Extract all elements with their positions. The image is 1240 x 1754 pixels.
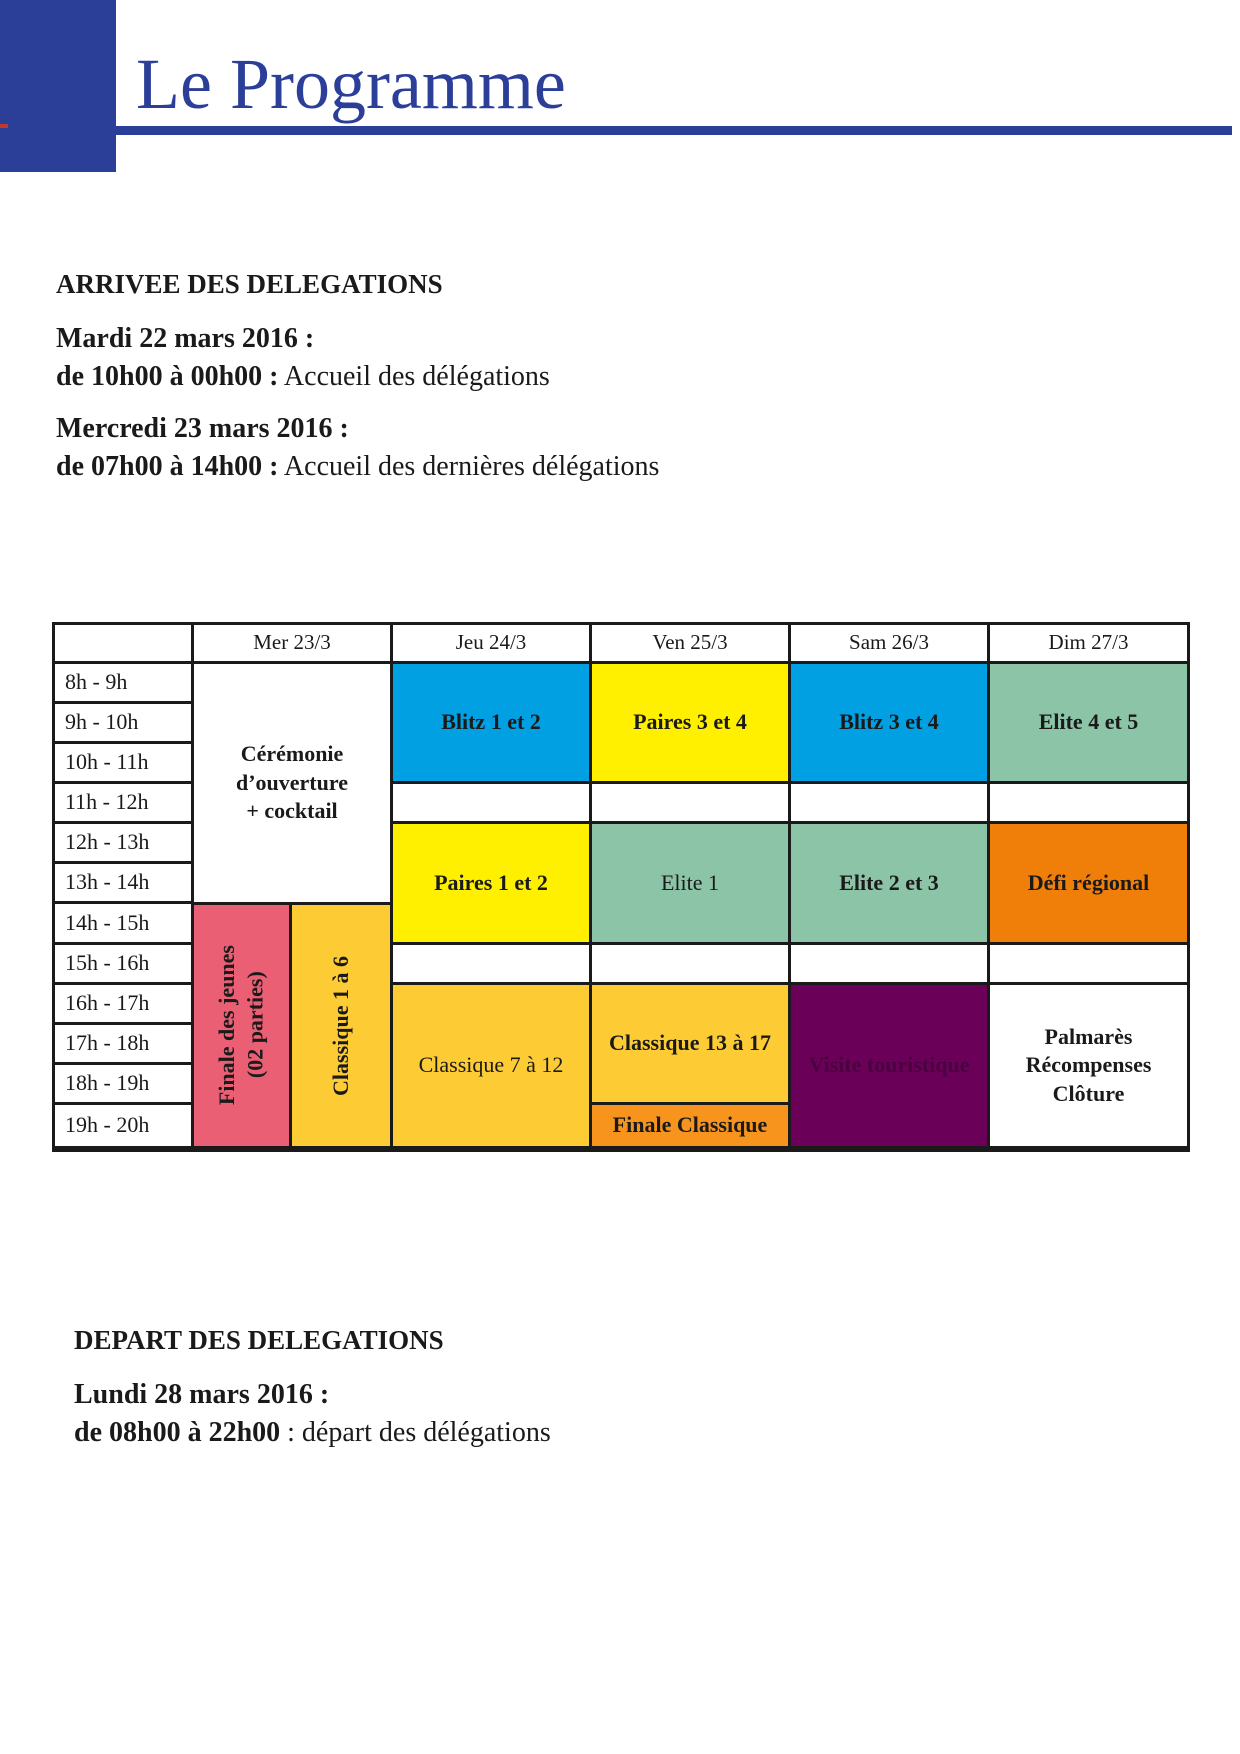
event-defi-regional: Défi régional (987, 821, 1190, 945)
arrival-time: de 10h00 à 00h00 : (56, 361, 279, 393)
time-slot: 13h - 14h (52, 861, 194, 904)
day-header: Sam 26/3 (788, 622, 990, 664)
event-youth-final (191, 902, 292, 1149)
corner-cell (52, 622, 194, 664)
event-blitz-3-4: Blitz 3 et 4 (788, 661, 990, 784)
event-elite-1: Elite 1 (589, 821, 791, 945)
event-label: Classique 1 à 6 (327, 955, 353, 1096)
event-elite-2-3: Elite 2 et 3 (788, 821, 990, 945)
event-label: Finale des jeunes (02 parties) (213, 945, 268, 1106)
departure-line (74, 1414, 551, 1452)
empty-slot (987, 942, 1190, 985)
departure-time: de 08h00 à 22h00 (74, 1417, 281, 1449)
time-slot: 15h - 16h (52, 942, 194, 985)
day-header: Ven 25/3 (589, 622, 791, 664)
arrival-time: de 07h00 à 14h00 : (56, 450, 279, 482)
header-rule (116, 126, 1232, 135)
time-slot: 19h - 20h (52, 1102, 194, 1149)
time-slot: 16h - 17h (52, 982, 194, 1025)
arrival-line (56, 358, 659, 396)
empty-slot (987, 781, 1190, 824)
time-slot: 18h - 19h (52, 1062, 194, 1105)
time-slot: 12h - 13h (52, 821, 194, 864)
empty-slot (788, 781, 990, 824)
arrival-line (56, 448, 659, 486)
header-accent-mark (0, 124, 8, 128)
event-visite-touristique: Visite touristique (788, 982, 990, 1149)
event-classique-13-17: Classique 13 à 17 (589, 982, 791, 1105)
empty-slot (390, 942, 592, 985)
arrival-day (56, 410, 659, 486)
empty-slot (788, 942, 990, 985)
schedule-table (52, 622, 1190, 1152)
time-slot: 9h - 10h (52, 701, 194, 744)
arrivals-title: ARRIVEE DES DELEGATIONS (56, 269, 443, 299)
header-color-block (0, 0, 116, 172)
departure-date: Lundi 28 mars 2016 : (74, 1379, 330, 1411)
arrival-day (56, 320, 659, 396)
arrival-text: Accueil des dernières délégations (278, 450, 660, 482)
time-slot: 17h - 18h (52, 1022, 194, 1065)
day-header: Mer 23/3 (191, 622, 393, 664)
time-slot: 11h - 12h (52, 781, 194, 824)
arrival-text: Accueil des délégations (278, 361, 550, 393)
event-blitz-1-2: Blitz 1 et 2 (390, 661, 592, 784)
empty-slot (390, 781, 592, 824)
departure-day (74, 1376, 551, 1452)
time-slot: 10h - 11h (52, 741, 194, 784)
day-header: Jeu 24/3 (390, 622, 592, 664)
event-elite-4-5: Elite 4 et 5 (987, 661, 1190, 784)
page-title: Le Programme (136, 44, 566, 124)
arrival-date: Mercredi 23 mars 2016 : (56, 413, 349, 445)
arrivals-section (56, 266, 659, 500)
event-finale-classique: Finale Classique (589, 1102, 791, 1149)
time-slot: 14h - 15h (52, 901, 194, 945)
empty-slot (589, 942, 791, 985)
time-slot: 8h - 9h (52, 661, 194, 704)
departure-text: : départ des délégations (280, 1417, 551, 1449)
event-paires-3-4: Paires 3 et 4 (589, 661, 791, 784)
departures-title: DEPART DES DELEGATIONS (74, 1325, 444, 1355)
day-header: Dim 27/3 (987, 622, 1190, 664)
event-paires-1-2: Paires 1 et 2 (390, 821, 592, 945)
empty-slot (589, 781, 791, 824)
event-closing: Palmarès Récompenses Clôture (987, 982, 1190, 1149)
event-opening-ceremony: Cérémonie d’ouverture + cocktail (191, 661, 393, 905)
event-classique-7-12: Classique 7 à 12 (390, 982, 592, 1149)
event-classique-1-6 (289, 902, 393, 1149)
arrival-date: Mardi 22 mars 2016 : (56, 323, 315, 355)
departures-section (74, 1322, 551, 1466)
